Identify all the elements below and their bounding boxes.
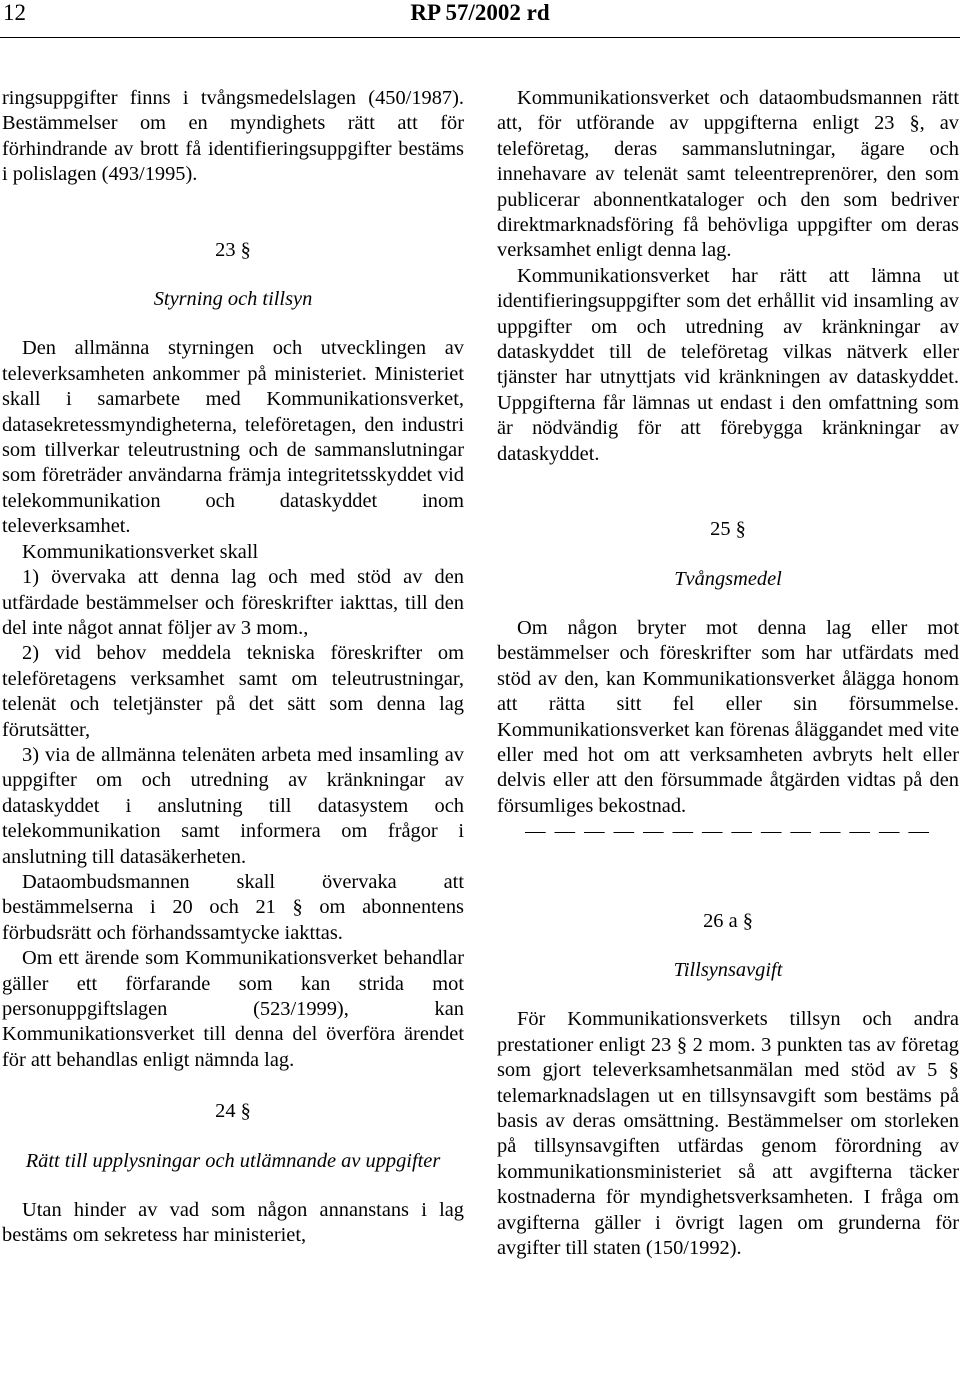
spacer [2,1125,464,1149]
section-26a-title: Tillsynsavgift [673,958,783,981]
section-23-item-2: 2) vid behov meddela tekniska föreskrifter om teleföretagens verksamhet samt om teleutrustningar, telenät och teletjänster på det sätt som denna lag förutsätter, [2,642,464,741]
section-23-paragraph-1: Den allmänna styrningen och utvecklingen av televerksamheten ankommer på ministeriet. Ministeriet skall i samarbete med Kommunikationsverket, datasekretessmyndigheterna, teleföretagen, den industri som tillverkar teleutrustning och de sammanslutningar som företräder användarna främja integritetsskyddet vid telekommunikation och dataskyddet inom televerksamhet. [2,337,464,538]
intro-paragraph: ringsuppgifter finns i tvångsmedelslagen (450/1987). Bestämmelser om en myndighets rätt att för förhindrande av brott få identifieringsuppgifter bestäms i polislagen (493/1995). [2,87,464,186]
spacer [2,1073,464,1099]
left-column [2,86,464,1249]
page-header [0,0,960,26]
spacer [497,934,959,958]
section-23-number: 23 § [215,238,251,261]
spacer [497,983,959,1007]
section-25-title: Tvångsmedel [674,567,782,590]
section-24-paragraph-3: Kommunikationsverket har rätt att lämna ut identifieringsuppgifter som det erhållit vid insamling av uppgifter om och utredning av kränkningar av dataskyddet till de teleföretag vilkas nätverk eller tjänster har utnyttjats vid kränkningen av dataskyddet. Uppgifterna får lämnas ut endast i den omfattning som är nödvändig för att förebygga kränkningar av dataskyddet. [497,264,959,465]
page-number: 12 [3,0,26,25]
section-24-paragraph-2: Kommunikationsverket och dataombudsmannen rätt att, för utförande av uppgifterna enligt 23 §, av teleföretag, deras sammanslutningar, ägare och innehavare av telenät samt teleentreprenörer, den som publicerar abonnentkataloger och den som bedriver direktmarknadsföring få behövliga uppgifter om deras verksamhet enligt denna lag. [497,87,959,262]
spacer [497,845,959,909]
header-rule [0,37,960,38]
section-23-paragraph-3: Dataombudsmannen skall övervaka att bestämmelserna i 20 och 21 § om abonnentens förbudsrätt och förhandssamtycke iakttas. [2,870,464,944]
document-id: RP 57/2002 rd [410,0,550,25]
section-24-number: 24 § [215,1100,251,1123]
right-column [497,86,959,1261]
section-25-paragraph-1: Om någon bryter mot denna lag eller mot bestämmelser och föreskrifter som har utfärdats med stöd av den, kan Kommunikationsverket ålägga honom att rätta sitt fel eller sin försummelse. Kommunikationsverket kan förenas åläggandet med vite eller med hot om att verksamheten avbryts helt eller delvis eller att den försummade åtgärden vidtas på den försumliges bekostnad. [497,616,959,817]
omission-dashes: — — — — — — — — — — — — — — [525,820,931,843]
section-23-paragraph-4: Om ett ärende som Kommunikationsverket behandlar gäller ett förfarande som kan strida mot personuppgiftslagen (523/1999), kan Kommunikationsverket till denna del överföra ärendet för att behandlas enligt nämnda lag. [2,947,464,1071]
spacer [2,188,464,238]
section-25-number: 25 § [710,518,746,541]
spacer [497,592,959,616]
spacer [497,543,959,567]
section-23-paragraph-2: Kommunikationsverket skall [22,540,259,563]
spacer [2,1174,464,1198]
section-23-item-3: 3) via de allmänna telenäten arbeta med insamling av uppgifter om och utredning av kränkningar av dataskyddet i anslutning till datasystem och telekommunikation samt informera om frågor i anslutning till datasäkerheten. [2,743,464,868]
section-23-title: Styrning och tillsyn [153,288,313,311]
section-26a-paragraph-1: För Kommunikationsverkets tillsyn och andra prestationer enligt 23 § 2 mom. 3 punkten tas av företag som gjort televerksamhetsanmälan med stöd av 5 § telemarknadslagen ut en tillsynsavgift som bestäms på basis av deras omsättning. Bestämmelser om storleken på tillsynsavgiften utfärdas genom förordning av kommunikationsministeriet så att avgifterna täcker kostnaderna för myndighetsverksamheten. I fråga om avgifterna gäller i övrigt lagen om grunderna för avgifter till staten (150/1992). [497,1008,959,1260]
spacer [2,312,464,336]
section-24-paragraph-1: Utan hinder av vad som någon annanstans i lag bestäms om sekretess har ministeriet, [2,1199,464,1247]
spacer [2,263,464,287]
spacer [497,467,959,517]
section-23-item-1: 1) övervaka att denna lag och med stöd av den utfärdade bestämmelser och föreskrifter iakttas, till den del inte något annat följer av 3 mom., [2,566,464,639]
section-26a-number: 26 a § [703,909,753,932]
section-24-title: Rätt till upplysningar och utlämnande av uppgifter [25,1149,441,1172]
